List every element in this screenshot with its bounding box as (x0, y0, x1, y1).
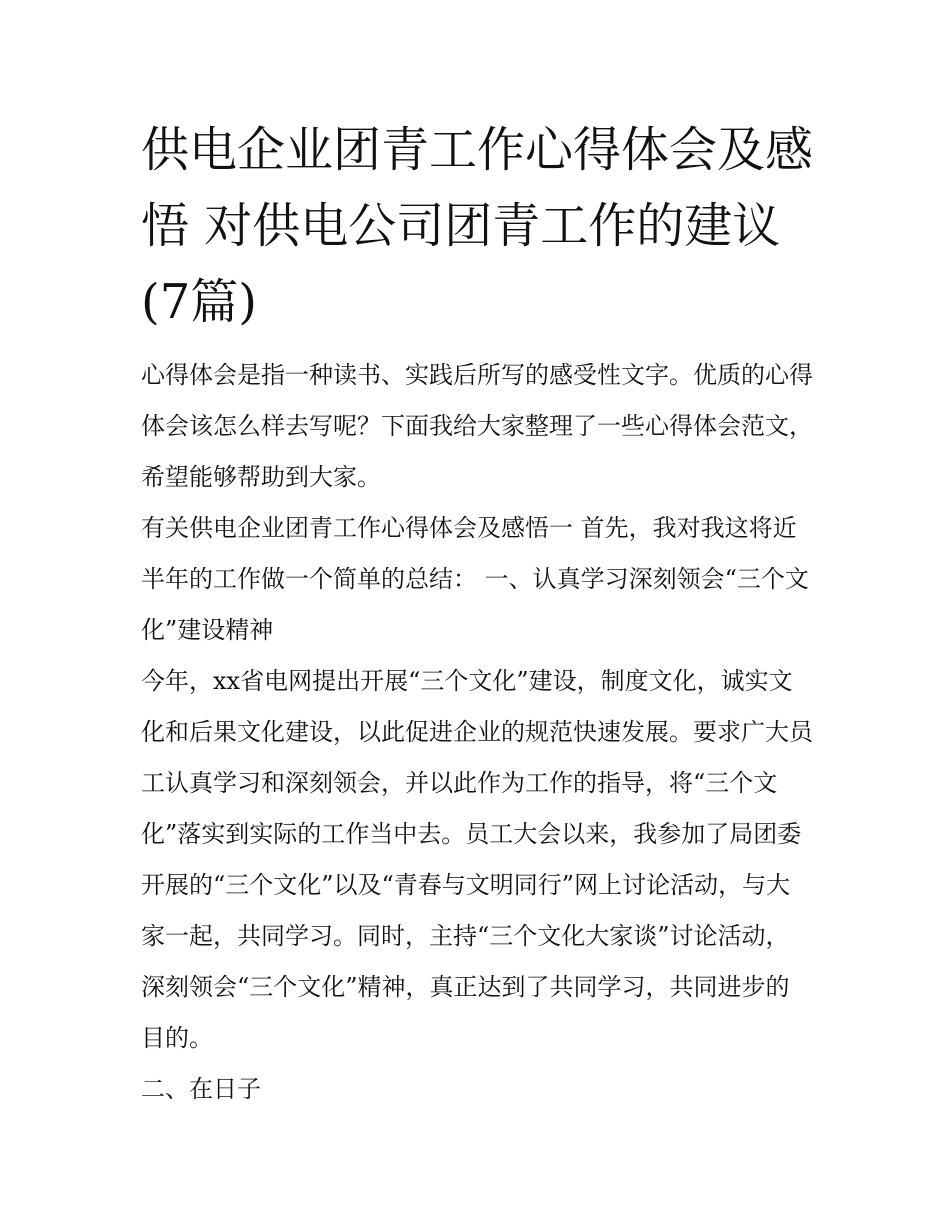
document-title: 供电企业团青工作心得体会及感悟 对供电公司团青工作的建议(7篇) (141, 122, 814, 330)
paragraph-intro: 心得体会是指一种读书、实践后所写的感受性文字。优质的心得体会该怎么样去写呢？下面我给大家整理了一些心得体会范文，希望能够帮助到大家。 (141, 361, 813, 491)
paragraph-section-one-body: 今年，xx省电网提出开展“三个文化”建设，制度文化，诚实文化和后果文化建设，以此促进企业的规范快速发展。要求广大员工认真学习和深刻领会，并以此作为工作的指导，将“三个文化”落实到实际的工作当中去。员工大会以来，我参加了局团委开展的“三个文化”以及“青春与文明同行”网上讨论活动，与大家一起，共同学习。同时，主持“三个文化大家谈”讨论活动，深刻领会“三个文化”精神，真正达到了共同学习，共同进步的目的。 (141, 667, 813, 1052)
paragraph-section-two-heading: 二、在日子 (141, 1075, 261, 1103)
paragraph-section-one-heading: 有关供电企业团青工作心得体会及感悟一 首先，我对我这将近半年的工作做一个简单的总结： 一、认真学习深刻领会“三个文化”建设精神 (141, 514, 809, 644)
document-body (141, 112, 813, 1115)
title-spacing (141, 340, 813, 350)
